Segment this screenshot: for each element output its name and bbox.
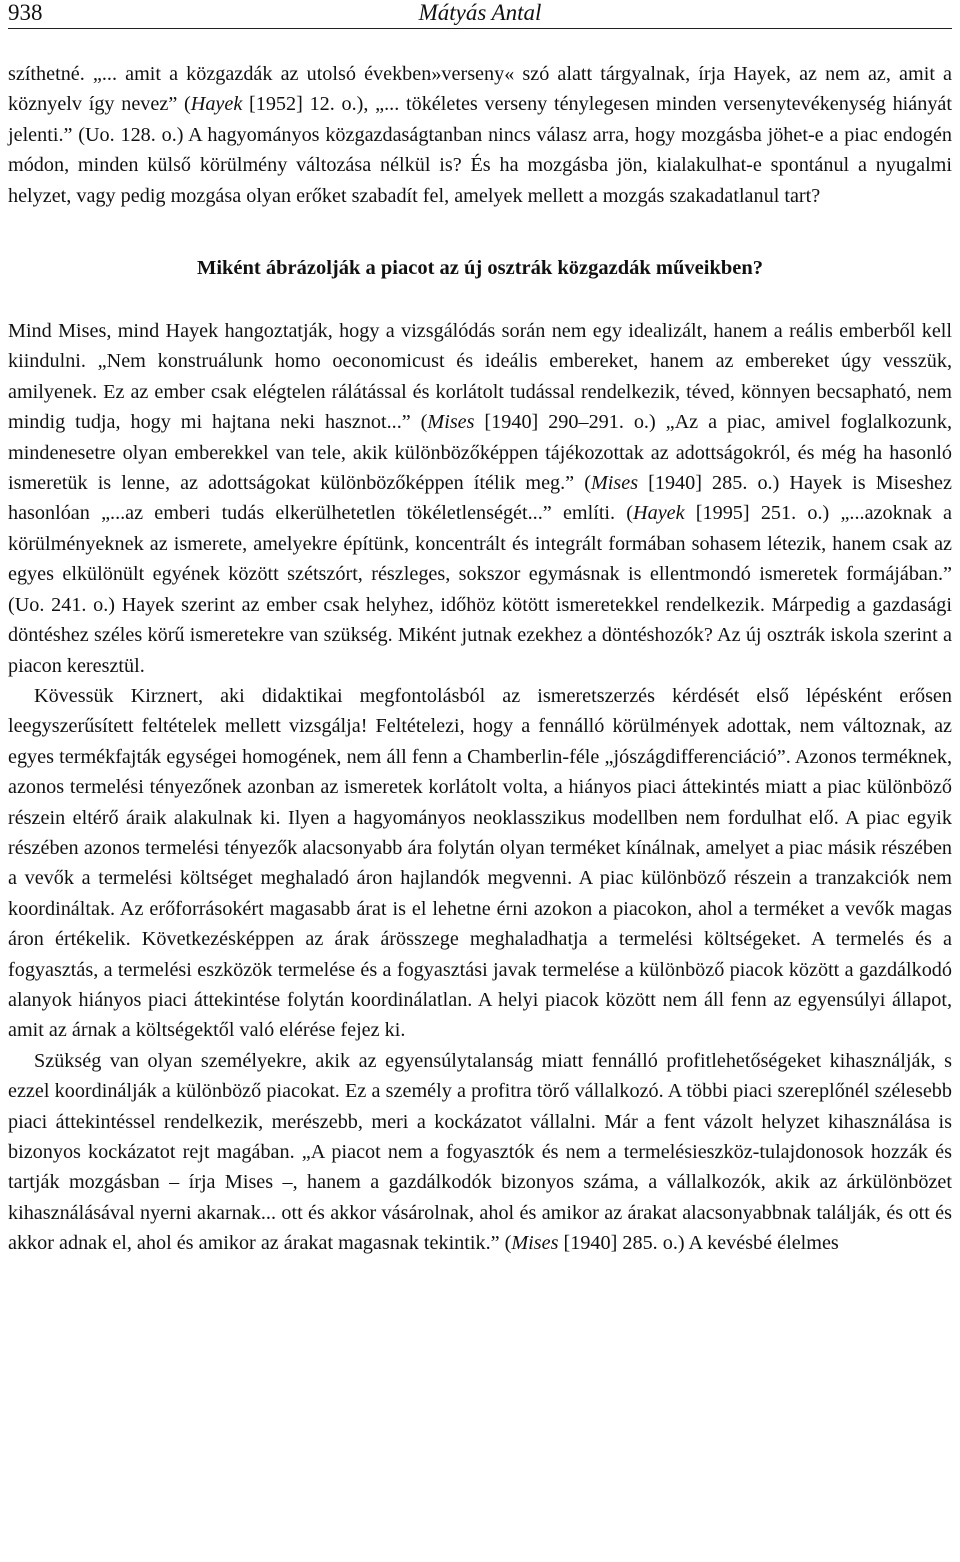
running-header	[8, 0, 952, 29]
paragraph-continuation: szíthetné. „... amit a közgazdák az utolsó években»verseny« szó alatt tárgyalnak, írja Hayek, az nem az, amit a köznyelv így nevez” (Hayek [1952] 12. o.), „... tökéletes verseny ténylegesen minden versenytevékenység hiányát jelenti.” (Uo. 128. o.) A hagyományos közgazdaságtanban nincs válasz arra, hogy mozgásba jöhet-e a piac endogén módon, minden külső körülmény változása nélkül is? És ha mozgásba jön, kialakulhat-e spontánul a nyugalmi helyzet, vagy pedig mozgása olyan erőket szabadít fel, amelyek mellett a mozgás szakadatlanul tart?	[8, 63, 952, 207]
paragraph-entrepreneur: Szükség van olyan személyekre, akik az egyensúlytalanság miatt fennálló profitlehetőségeket kihasználják, s ezzel koordinálják a különböző piacokat. Ez a személy a profitra törő vállalkozó. A többi piaci szereplőnél szélesebb piaci áttekintéssel rendelkezik, merészebb, meri a kockázatot vállalni. Már a fent vázolt helyzet kihasználása is bizonyos kockázatot rejt magában. „A piacot nem a fogyasztók és nem a termelésieszköz-tulajdonosok hozzák és tartják mozgásban – írja Mises –, hanem a gazdálkodók bizonyos száma, a vállalkozók, akik az árkülönbözet kihasználásával nyerni akarnak... ott és akkor vásárolnak, ahol és amikor az árakat alacsonyabbnak találják, és ott és akkor adnak el, ahol és amikor az árakat magasnak tekintik.” (Mises [1940] 285. o.) A kevésbé élelmes	[8, 1049, 952, 1255]
page-number: 938	[8, 0, 43, 25]
section-heading: Miként ábrázolják a piacot az új osztrák közgazdák műveikben?	[196, 257, 764, 280]
running-title: Mátyás Antal	[418, 0, 542, 25]
paragraph-mises-hayek: Mind Mises, mind Hayek hangoztatják, hogy a vizsgálódás során nem egy idealizált, hanem a reális emberből kell kiindulni. „Nem konstruálunk homo oeconomicust és ideális embereket, hanem az embereket úgy vesszük, amilyenek. Ez az ember csak elégtelen rálátással és korlátolt tudással rendelkezik, téved, könnyen becsapható, nem mindig tudja, hogy mi hajtana neki hasznot...” (Mises [1940] 290–291. o.) „Az a piac, amivel foglalkozunk, mindenesetre olyan emberekkel van tele, akik különbözőképpen tájékozottak az adottságokról, és még ha hasonló ismeretük is lenne, az adottságokat különbözőképpen ítélik meg.” (Mises [1940] 285. o.) Hayek is Miseshez hasonlóan „...az emberi tudás elkerülhetetlen tökéletlenségét...” említi. (Hayek [1995] 251. o.) „...azoknak a körülményeknek az ismerete, amelyekre építünk, koncentrált és integrált formában sohasem létezik, hanem csak az egyes elkülönült egyének között szétszórt, részleges, sokszor egymásnak is ellentmondó ismeretek formájában.” (Uo. 241. o.) Hayek szerint az ember csak helyhez, időhöz kötött ismeretekkel rendelkezik. Márpedig a gazdasági döntéshez széles körű ismeretekre van szükség. Miként jutnak ezekhez a döntéshozók? Az új osztrák iskola szerint a piacon keresztül.	[8, 320, 952, 677]
paragraph-kirzner: Kövessük Kirznert, aki didaktikai megfontolásból az ismeretszerzés kérdését első lépésként erősen leegyszerűsített feltételek mellett vizsgálja! Feltételezi, hogy a fennálló körülmények adottak, nem változnak, az egyes termékfajták egységei homogének, nem áll fenn a Chamberlin-féle „jószágdifferenciáció”. Azonos terméknek, azonos termelési tényezőnek azonban az ismeretek korlátolt volta, a hiányos piaci áttekintés miatt a piac különböző részein eltérő áraik alakulnak ki. Ilyen a hagyományos neoklasszikus modellben nem fordulhat elő. A piac egyik részében azonos termelési tényezők alacsonyabb ára folytán olyan terméket kínálnak, amelyet a piac másik részében a vevők a termelési költséget meghaladó áron hajlandók megvenni. A piac különböző részein a tranzakciók nem koordináltak. Az erőforrásokért magasabb árat is el lehetne érni azokon a piacokon, ahol a terméket a vevők magas áron értékelik. Következésképpen az árak árösszege meghaladhatja a termelési költségeket. A termelés és a fogyasztás, a termelési eszközök termelése és a fogyasztási javak termelése a különböző piacok között a gazdálkodó alanyok hiányos piaci áttekintése folytán koordinálatlan. A helyi piacok között nem áll fenn az egyensúlyi állapot, amit az árnak a költségektől való elérése fejez ki.	[8, 684, 952, 1042]
